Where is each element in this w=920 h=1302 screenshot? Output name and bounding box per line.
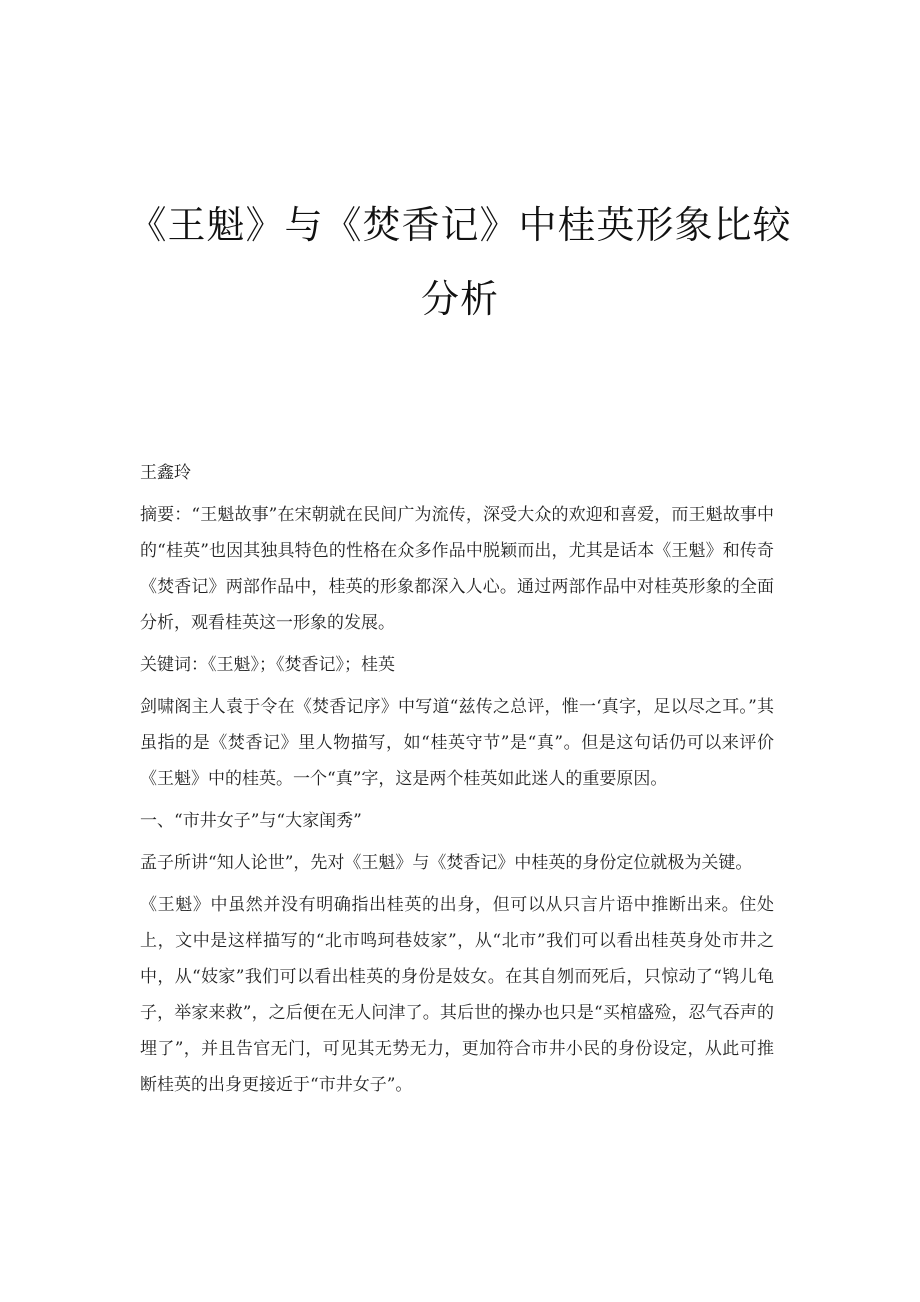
body-paragraph: 孟子所讲“知人论世”，先对《王魁》与《焚香记》中桂英的身份定位就极为关键。 [140, 853, 753, 873]
author-name: 王鑫玲 [140, 463, 191, 483]
keywords-line: 关键词：《王魁》；《焚香记》；桂英 [140, 655, 395, 675]
section-heading: 一、“市井女子”与“大家闺秀” [140, 811, 362, 831]
abstract-paragraph: 摘要：“王魁故事”在宋朝就在民间广为流传，深受大众的欢迎和喜爱，而王魁故事中的“桂英”也因其独具特色的性格在众多作品中脱颖而出，尤其是话本《王魁》和传奇《焚香记》两部作品中，桂英的形象都深入人心。通过两部作品中对桂英形象的全面分析，观看桂英这一形象的发展。 [140, 505, 774, 633]
document-body [140, 455, 774, 1109]
document-title: 《王魁》与《焚香记》中桂英形象比较分析 [128, 203, 792, 321]
body-paragraph: 《王魁》中虽然并没有明确指出桂英的出身，但可以从只言片语中推断出来。住处上，文中是这样描写的“北市鸣珂巷妓家”，从“北市”我们可以看出桂英身处市井之中，从“妓家”我们可以看出桂英的身份是妓女。在其自刎而死后，只惊动了“鸨儿龟子，举家来救”，之后便在无人问津了。其后世的操办也只是“买棺盛殓，忍气吞声的埋了”，并且告官无门，可见其无势无力，更加符合市井小民的身份设定，从此可推断桂英的出身更接近于“市井女子”。 [140, 895, 774, 1095]
intro-paragraph: 剑啸阁主人袁于令在《焚香记序》中写道“兹传之总评，惟一‘真字，足以尽之耳。”其虽指的是《焚香记》里人物描写，如“桂英守节”是“真”。但是这句话仍可以来评价《王魁》中的桂英。一个“真”字，这是两个桂英如此迷人的重要原因。 [140, 697, 774, 789]
